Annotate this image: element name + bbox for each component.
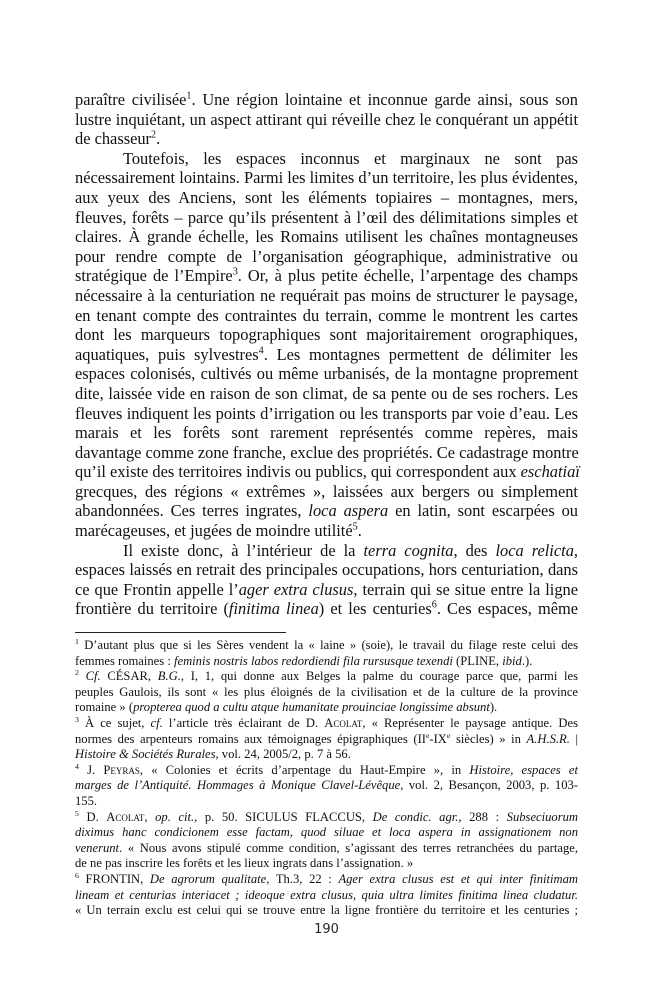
italic-text: finitima linea (228, 599, 319, 619)
footnote-ref: 6 (431, 599, 437, 611)
italic-text: lineam et centurias interiacet ; ideoque extra clusus, quia ultra limites finitima linea cludatur. (75, 887, 578, 902)
text-segment: .). (521, 653, 533, 668)
text-segment: -IX (429, 731, 447, 746)
footnote-line (75, 700, 578, 716)
body-line (75, 501, 578, 521)
text-segment: marais et les forêts sont rarement représentés comme repères, mais (75, 423, 578, 443)
italic-text: De condic. agr. (372, 809, 459, 824)
italic-text: Subseciuorum (506, 809, 579, 824)
text-segment: , vol. 24, 2005/2, p. 7 à 56. (215, 747, 351, 762)
text-segment: CÉSAR, (100, 669, 158, 684)
text-segment: de chasseur (75, 129, 151, 149)
body-line (75, 541, 578, 561)
body-line (75, 560, 578, 580)
text-segment: claires. À grande échelle, les Romains utilisent les chaînes montagneuses (75, 227, 578, 247)
body-line (75, 384, 578, 404)
text-segment: . Ces espaces, même (436, 599, 578, 619)
text-segment: de ne pas inscrire les forêts et les lieux ingrats dans l’assignation. » (75, 856, 414, 871)
footnote-ref: 3 (75, 714, 79, 724)
footnote-line (75, 747, 578, 763)
footnote-line (75, 872, 578, 888)
text-segment: siècles) » in (450, 731, 527, 746)
text-segment: nécessaire à la centuriation ne requérait pas moins de structurer le paysage, (75, 285, 578, 305)
italic-text: De agrorum qualitate (149, 871, 267, 886)
footnote-line (75, 778, 578, 794)
body-line (75, 521, 578, 541)
body-line (75, 325, 578, 345)
italic-text: venerunt (75, 840, 120, 855)
body-line (75, 168, 578, 188)
text-segment: | (569, 731, 579, 746)
body-line (75, 482, 578, 502)
text-segment: dont les marqueurs topographiques sont majoritairement orographiques, (75, 325, 578, 345)
text-segment: grecques, des régions « extrêmes », laissées aux bergers ou simplement (75, 481, 578, 501)
body-line (75, 149, 578, 169)
footnote-line (75, 903, 578, 919)
text-segment: J. (78, 762, 104, 777)
footnote-line (75, 732, 578, 748)
text-segment: FRONTIN, (78, 871, 150, 886)
text-segment: D. (78, 809, 107, 824)
italic-text: Cf. (85, 669, 101, 684)
body-line (75, 227, 578, 247)
text-segment: romaine » ( (75, 700, 134, 715)
text-segment: paraître civilisée (75, 90, 187, 109)
body-line (75, 208, 578, 228)
footnote-ref: 4 (75, 761, 79, 771)
footnote-line (75, 638, 578, 654)
text-segment (79, 669, 86, 683)
footnote-line (75, 763, 578, 779)
text-segment: dite, laissée vide en raison de son climat, de sa pente ou de ses rochers. Les (75, 383, 578, 403)
text-segment: (PLINE, (452, 653, 503, 668)
italic-text: feminis nostris labos redordiendi fila rursusque texendi (173, 653, 453, 668)
body-line (75, 364, 578, 384)
text-segment: , I, 1, qui donne aux Belges la palme du courage parce que, parmi les (180, 669, 578, 684)
italic-text: terra cognita (363, 540, 454, 560)
italic-text: eschatiaï (520, 462, 580, 482)
body-line (75, 306, 578, 326)
footnote-ref: 1 (186, 90, 192, 102)
italic-text: cf. (150, 715, 163, 730)
text-segment: fleuves, forêts – parce qu’ils présentent à l’œil des délimitations simples et (75, 207, 578, 227)
body-line (75, 90, 578, 110)
footnote-ref: 6 (75, 870, 79, 880)
footnote-ref: e (446, 730, 451, 740)
body-text (75, 90, 578, 619)
footnote-ref: 4 (258, 345, 264, 357)
text-segment: D’autant plus que si les Sères vendent la « laine » (soie), le travail du filage reste celui des (78, 638, 578, 652)
text-segment: nécessairement lointains. Parmi les limites d’un territoire, les plus évidentes, (75, 168, 578, 188)
text-segment: , terrain qui se situe entre la ligne (353, 579, 578, 599)
italic-text: Histoire & Sociétés Rurales (75, 747, 216, 762)
italic-text: loca relicta, (495, 540, 578, 560)
footnote-line (75, 685, 578, 701)
body-line (75, 129, 578, 149)
text-segment: espaces colonisés, cultivés ou même urbanisés, de la montagne proprement (75, 364, 578, 384)
text-segment: « Un terrain exclu est celui qui se trouve entre la ligne frontière du territoire et les centuries ; (75, 903, 578, 918)
text-segment: , des (453, 540, 496, 560)
italic-text: Ager extra clusus est et qui inter finitimam (338, 871, 578, 886)
body-line (75, 423, 578, 443)
body-line (75, 188, 578, 208)
text-segment: en tenant compte des contraintes du terrain, comme le montrent les cartes (75, 305, 578, 325)
footnote-ref: 1 (75, 636, 79, 646)
text-segment: , (144, 809, 156, 824)
italic-text: Histoire, espaces et (469, 762, 578, 777)
text-segment: marécageuses, et jugées de moindre utilité (75, 521, 353, 541)
body-line (75, 266, 578, 286)
text-segment: stratégique de l’Empire (75, 266, 233, 286)
footnote-line (75, 716, 578, 732)
text-segment: À ce sujet, (78, 715, 151, 730)
text-segment: . « Nous avons stipulé comme condition, s’agissant des terres retranchées du partage, (119, 840, 578, 855)
footnote-line (75, 794, 578, 810)
body-line (75, 247, 578, 267)
text-segment: ce que Frontin appelle l’ (75, 579, 239, 599)
body-line (75, 286, 578, 306)
body-line (75, 345, 578, 365)
body-line (75, 110, 578, 130)
text-segment: , 288 : (458, 809, 507, 824)
text-segment: , « Colonies et écrits d’arpentage du Haut-Empire », in (139, 762, 470, 777)
text-segment: abandonnées. Ces terres ingrates, (75, 501, 309, 521)
text-segment: ). (489, 700, 498, 715)
text-segment: l’article très éclairant de D. (162, 715, 325, 730)
italic-text: ager extra clusus (238, 579, 354, 599)
text-segment: ) et les centuries (318, 599, 432, 619)
italic-text: propterea quod a cultu atque humanitate prouinciae longissime absunt (133, 700, 490, 715)
text-segment: davantage comme zone franche, exclue des propriétés. Ce cadastrage montre (75, 442, 579, 462)
text-segment: aux yeux des Anciens, sont les éléments topiaires – montagnes, mers, (75, 187, 578, 207)
body-line (75, 599, 578, 619)
footnotes (75, 638, 578, 919)
text-segment: . Une région lointaine et inconnue garde ainsi, sous son (191, 90, 578, 109)
italic-text: ibid (502, 653, 522, 668)
text-segment: 155. (75, 793, 98, 808)
body-line (75, 404, 578, 424)
footnote-ref: 2 (75, 668, 79, 677)
text-segment: , Th.3, 22 : (266, 871, 339, 886)
footnote-line (75, 654, 578, 670)
footnote-line (75, 841, 578, 857)
italic-text: B.G. (157, 669, 181, 684)
text-segment: en latin, sont escarpées ou (388, 501, 579, 521)
footnote-separator (75, 632, 286, 633)
text-segment: femmes romaines : (75, 653, 174, 668)
text-segment: . Or, à plus petite échelle, l’arpentage des champs (237, 266, 578, 286)
italic-text: op. cit. (155, 809, 195, 824)
text-segment: fleuves indiquent les points d’irrigation ou les transports par voie d’eau. Les (75, 403, 578, 423)
text-segment: Acolat (106, 809, 145, 824)
footnote-line (75, 888, 578, 904)
footnote-ref: 5 (352, 521, 358, 533)
footnote-ref: 5 (75, 808, 79, 818)
text-segment: Toutefois, les espaces inconnus et marginaux ne sont pas (123, 148, 578, 168)
text-segment: , p. 50. SICULUS FLACCUS, (194, 809, 373, 824)
text-segment: . Les montagnes permettent de délimiter les (263, 344, 578, 364)
text-segment: , « Représenter le paysage antique. Des (362, 715, 578, 730)
body-line (75, 462, 578, 482)
page-number: 190 (314, 922, 339, 937)
text-segment: Peyras (103, 762, 140, 777)
footnote-line (75, 825, 578, 841)
text-segment: pour rendre compte de l’organisation géographique, administrative ou (75, 246, 578, 266)
text-segment: , vol. 2, Besançon, 2003, p. 103- (400, 778, 579, 793)
footnote-ref: 3 (232, 266, 238, 278)
text-segment: lustre inquiétant, un aspect attirant qui réveille chez le conquérant un appétit (75, 109, 578, 129)
footnote-ref: 2 (151, 129, 157, 141)
footnote-line (75, 669, 578, 685)
footnote-line (75, 810, 578, 826)
italic-text: diximus hanc condicionem esse factam, quod siluae et loca aspera in assignationem non (75, 825, 578, 840)
italic-text: marges de l’Antiquité. Hommages à Monique Clavel-Lévêque (75, 778, 401, 793)
italic-text: A.H.S.R. (526, 731, 570, 746)
text-segment: espaces laissés en retrait des principales occupations, hors centuriation, dans (75, 560, 578, 580)
text-segment: frontière du territoire ( (75, 599, 229, 619)
text-segment: Acolat (324, 715, 363, 730)
text-segment: . (156, 129, 161, 149)
text-segment: aquatiques, puis sylvestres (75, 344, 259, 364)
text-segment: qu’il existe des territoires indivis ou publics, qui correspondent aux (75, 462, 521, 482)
text-segment: Il existe donc, à l’intérieur de la (123, 540, 364, 560)
italic-text: loca aspera (308, 501, 389, 521)
text-segment: . (357, 521, 362, 541)
text-segment: peuples Gaulois, ils sont « les plus éloignés de la civilisation et de la culture de la province (75, 684, 578, 699)
footnote-line (75, 856, 578, 872)
text-segment: normes des arpenteurs romains aux témoignages épigraphiques (II (75, 731, 426, 746)
body-line (75, 580, 578, 600)
footnote-ref: e (425, 730, 430, 740)
body-line (75, 443, 578, 463)
